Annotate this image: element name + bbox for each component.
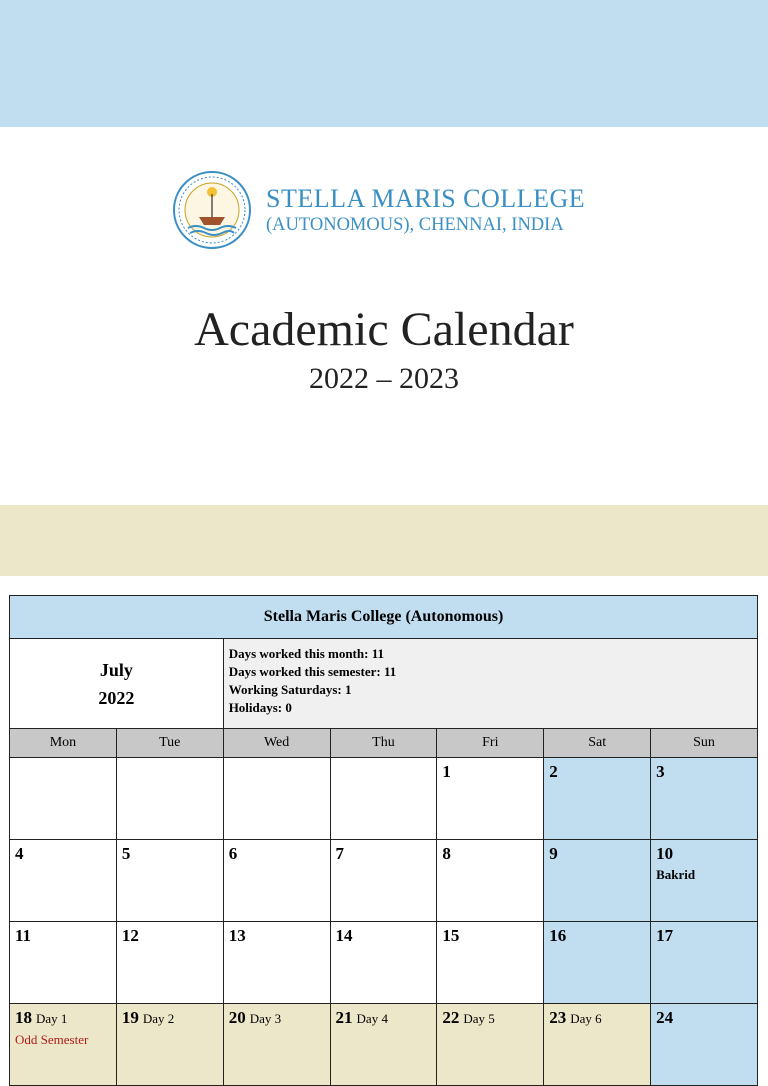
weekday-header-row — [10, 729, 758, 758]
day-number: 10 — [656, 844, 674, 863]
weekday-fri: Fri — [437, 729, 544, 758]
day-cell-weekend — [544, 922, 651, 1004]
day-cell — [116, 758, 223, 840]
day-number: 4 — [15, 844, 24, 863]
day-cell — [330, 840, 437, 922]
stat-working-saturdays: Working Saturdays: 1 — [228, 682, 352, 697]
day-cell-working — [544, 1004, 651, 1086]
day-cell — [10, 922, 117, 1004]
week-row-3 — [10, 922, 758, 1004]
day-number: 1 — [442, 762, 451, 781]
calendar-institution-heading: Stella Maris College (Autonomous) — [10, 596, 758, 639]
day-number: 7 — [335, 844, 345, 863]
day-cell-weekend — [651, 1004, 758, 1086]
weekday-tue: Tue — [116, 729, 223, 758]
day-cell — [437, 840, 544, 922]
day-cell — [10, 758, 117, 840]
college-name: STELLA MARIS COLLEGE — [266, 184, 586, 213]
day-number: 23 — [549, 1008, 567, 1027]
day-number: 24 — [656, 1008, 674, 1027]
day-cell — [437, 922, 544, 1004]
day-order: Day 1 — [36, 1011, 68, 1026]
week-row-1 — [10, 758, 758, 840]
day-order: Day 2 — [142, 1011, 175, 1026]
day-cell-weekend — [651, 840, 758, 922]
semester-start-note: Odd Semester — [15, 1032, 89, 1047]
middle-color-band — [0, 505, 768, 576]
weekday-sat: Sat — [544, 729, 651, 758]
day-number: 14 — [335, 926, 353, 945]
college-subtitle: (AUTONOMOUS), CHENNAI, INDIA — [266, 215, 564, 235]
day-cell — [223, 758, 330, 840]
day-cell-working — [223, 1004, 330, 1086]
day-order: Day 4 — [356, 1011, 388, 1026]
day-cell-weekend — [651, 758, 758, 840]
day-cell — [223, 922, 330, 1004]
day-number: 6 — [228, 844, 238, 863]
day-cell — [437, 758, 544, 840]
day-cell — [330, 922, 437, 1004]
calendar-table — [9, 595, 758, 1086]
day-order: Day 5 — [463, 1011, 495, 1026]
day-cell-weekend — [544, 840, 651, 922]
day-cell — [330, 758, 437, 840]
day-cell-working — [437, 1004, 544, 1086]
day-cell — [116, 840, 223, 922]
day-number: 9 — [549, 844, 558, 863]
day-cell-working — [116, 1004, 223, 1086]
day-cell — [116, 922, 223, 1004]
day-number: 2 — [549, 762, 558, 781]
weekday-wed: Wed — [223, 729, 330, 758]
stat-days-semester: Days worked this semester: 11 — [228, 664, 397, 679]
holiday-note: Bakrid — [656, 867, 696, 882]
week-row-4 — [10, 1004, 758, 1086]
weekday-thu: Thu — [330, 729, 437, 758]
month-calendar — [9, 595, 758, 1047]
month-stats — [223, 639, 757, 729]
day-number: 3 — [656, 762, 665, 781]
stat-holidays: Holidays: 0 — [228, 700, 292, 715]
month-year: 2022 — [98, 687, 135, 708]
day-number: 12 — [121, 926, 139, 945]
weekday-sun: Sun — [651, 729, 758, 758]
day-number: 20 — [228, 1008, 246, 1027]
day-cell-weekend — [544, 758, 651, 840]
day-number: 5 — [121, 844, 131, 863]
day-number: 13 — [228, 926, 246, 945]
day-number: 8 — [442, 844, 451, 863]
academic-years: 2022 – 2023 — [309, 362, 459, 395]
day-number: 16 — [549, 926, 567, 945]
day-cell-weekend — [651, 922, 758, 1004]
top-color-band — [0, 0, 768, 127]
day-number: 21 — [335, 1008, 353, 1027]
day-number: 17 — [656, 926, 674, 945]
day-number: 18 — [15, 1008, 32, 1027]
day-cell-working — [330, 1004, 437, 1086]
weekday-mon: Mon — [10, 729, 117, 758]
college-seal-logo — [172, 170, 252, 250]
stat-days-month: Days worked this month: 11 — [228, 646, 384, 661]
day-cell-working — [10, 1004, 117, 1086]
week-row-2 — [10, 840, 758, 922]
month-name: July — [99, 659, 133, 680]
day-cell — [10, 840, 117, 922]
day-order: Day 3 — [249, 1011, 282, 1026]
day-order: Day 6 — [570, 1011, 602, 1026]
day-number: 11 — [15, 926, 32, 945]
day-number: 15 — [442, 926, 460, 945]
page-title: Academic Calendar — [194, 303, 574, 356]
day-cell — [223, 840, 330, 922]
day-number: 19 — [121, 1008, 139, 1027]
day-number: 22 — [442, 1008, 460, 1027]
month-year-cell — [10, 639, 224, 729]
